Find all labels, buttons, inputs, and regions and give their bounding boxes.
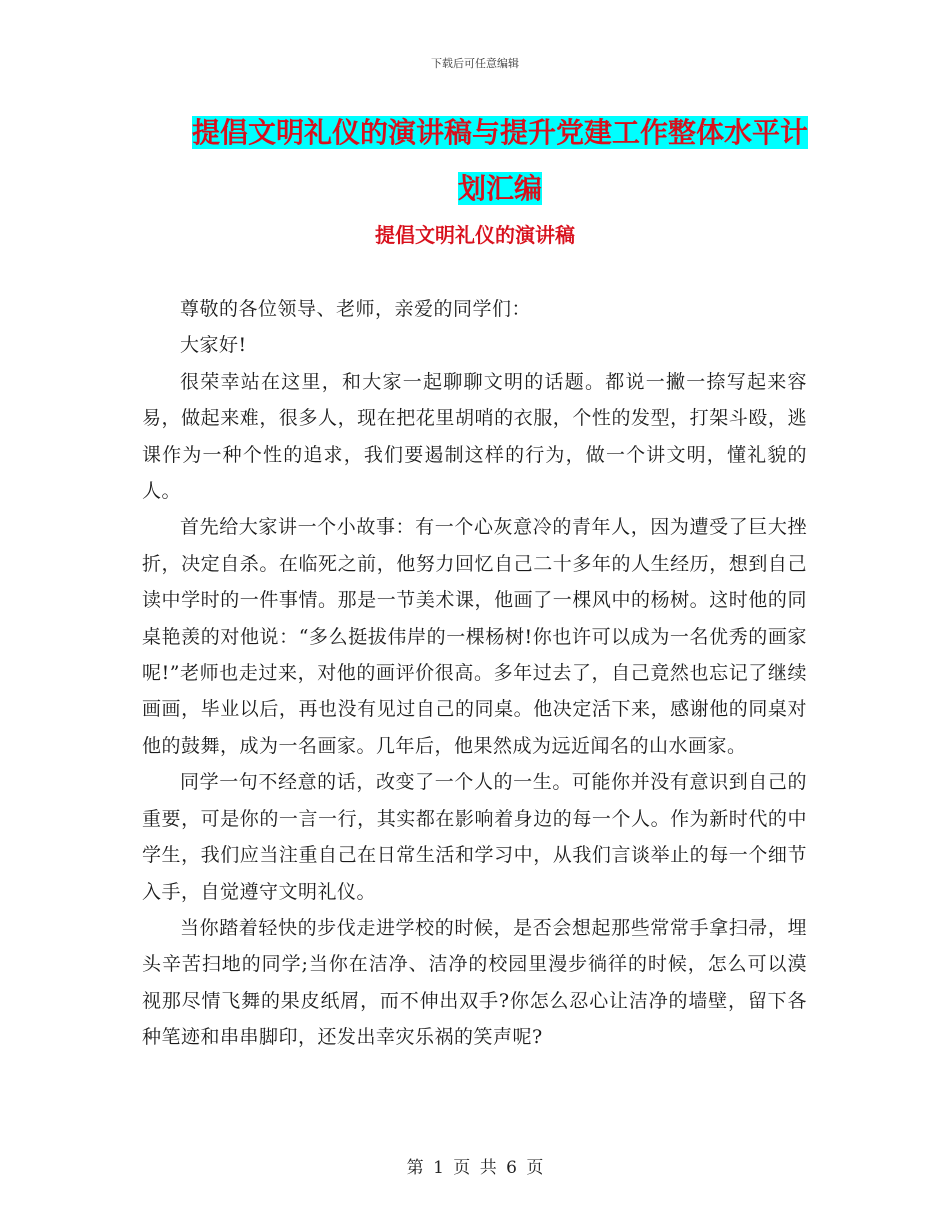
document-title <box>190 105 810 217</box>
section-title: 提倡文明礼仪的演讲稿 <box>375 223 575 247</box>
speech-body <box>142 291 807 1056</box>
page-number: 第 1 页 共 6 页 <box>406 1158 544 1178</box>
download-note: 下载后可任意编辑 <box>431 57 519 70</box>
paragraph-salutation: 尊敬的各位领导、老师，亲爱的同学们： <box>180 298 532 320</box>
paragraph-greeting: 大家好! <box>180 334 247 357</box>
paragraph-campus: 当你踏着轻快的步伐走进学校的时候，是否会想起那些常常手拿扫帚，埋头辛苦扫地的同学;当你在洁净、洁净的校园里漫步徜徉的时候，怎么可以漠视那尽情飞舞的果皮纸屑，而不伸出双手?你怎么忍心让洁净的墙壁，留下各种笔迹和串串脚印，还发出幸灾乐祸的笑声呢? <box>142 916 807 1049</box>
paragraph-intro: 很荣幸站在这里，和大家一起聊聊文明的话题。都说一撇一捺写起来容易，做起来难，很多人，现在把花里胡哨的衣服，个性的发型，打架斗殴，逃课作为一种个性的追求，我们要遏制这样的行为，做一个讲文明，懂礼貌的人。 <box>142 370 807 503</box>
paragraph-reflection: 同学一句不经意的话，改变了一个人的一生。可能你并没有意识到自己的重要，可是你的一言一行，其实都在影响着身边的每一个人。作为新时代的中学生，我们应当注重自己在日常生活和学习中，从我们言谈举止的每一个细节入手，自觉遵守文明礼仪。 <box>142 771 807 903</box>
document-title-highlight: 提倡文明礼仪的演讲稿与提升党建工作整体水平计划汇编 <box>191 116 808 205</box>
paragraph-story: 首先给大家讲一个小故事：有一个心灰意冷的青年人，因为遭受了巨大挫折，决定自杀。在临死之前，他努力回忆自己二十多年的人生经历，想到自己读中学时的一件事情。那是一节美术课，他画了一棵风中的杨树。这时他的同桌艳羡的对他说：“多么挺拔伟岸的一棵杨树!你也许可以成为一名优秀的画家呢!”老师也走过来，对他的画评价很高。多年过去了，自己竟然也忘记了继续画画，毕业以后，再也没有见过自己的同桌。他决定活下来，感谢他的同桌对他的鼓舞，成为一名画家。几年后，他果然成为远近闻名的山水画家。 <box>142 516 807 757</box>
